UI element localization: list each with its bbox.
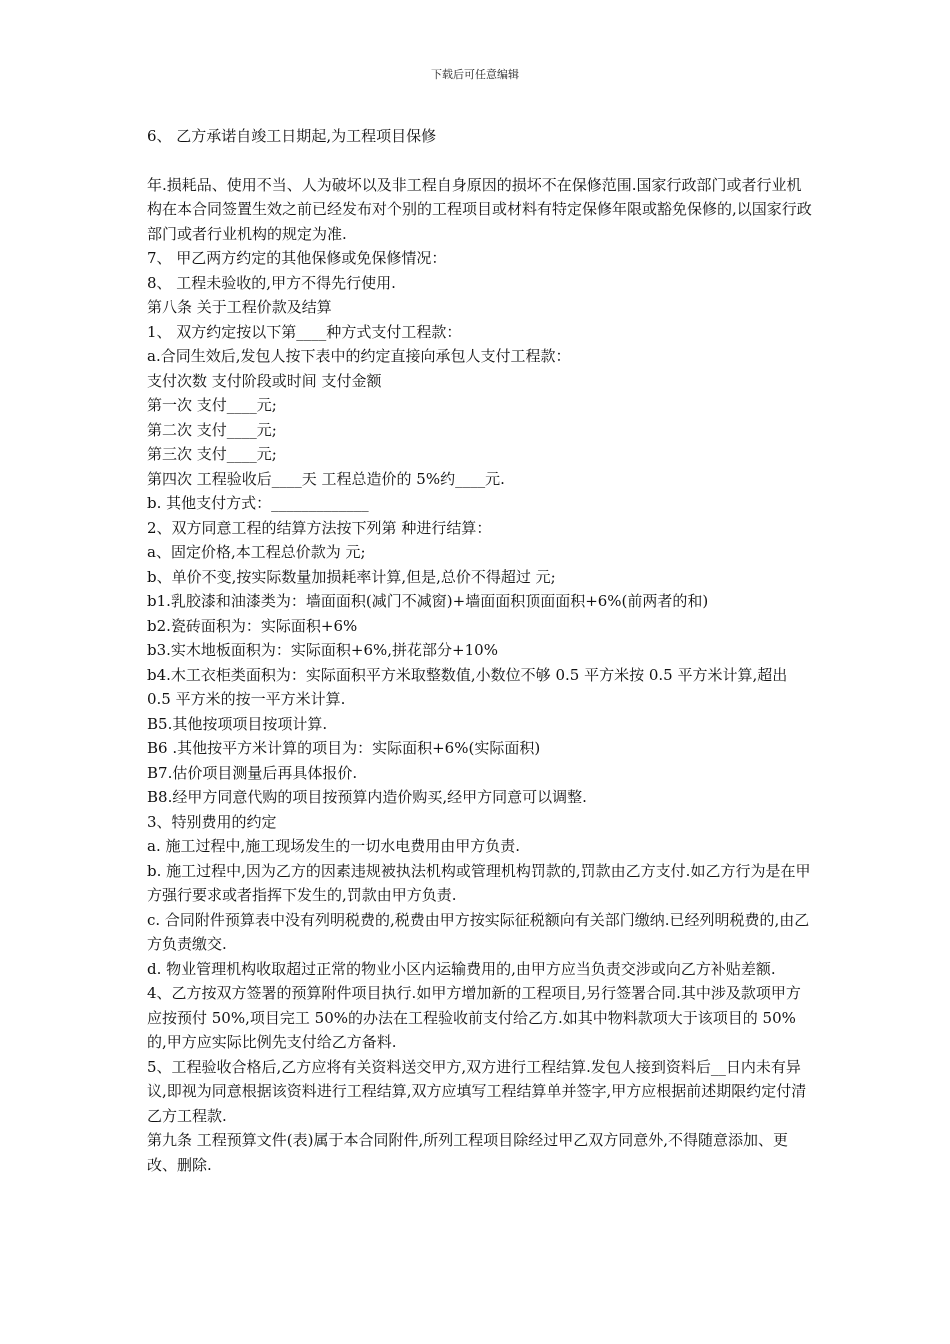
paragraph-26: a. 施工过程中,施工现场发生的一切水电费用由甲方负责. — [147, 837, 521, 855]
section-heading-8: 第八条 关于工程价款及结算 — [147, 298, 332, 316]
document-body — [147, 124, 812, 1177]
paragraph-7: a.合同生效后,发包人按下表中的约定直接向承包人支付工程款： — [147, 347, 571, 365]
paragraph-19: b3.实木地板面积为：实际面积+6%,拼花部分+10% — [147, 641, 498, 659]
paragraph-18: b2.瓷砖面积为：实际面积+6% — [147, 616, 358, 635]
paragraph-23: B7.估价项目测量后再具体报价. — [147, 763, 358, 782]
payment-row-1: 第一次 支付____元; — [147, 396, 277, 414]
paragraph-2: 年.损耗品、使用不当、人为破坏以及非工程自身原因的损坏不在保修范围.国家行政部门或者行业机构在本合同签置生效之前已经发布对个别的工程项目或材料有特定保修年限或豁免保修的,以国家行政部门或者行业机构的规定为准. — [147, 175, 812, 243]
paragraph-17: b1.乳胶漆和油漆类为：墙面面积(减门不减窗)+墙面面积顶面面积+6%(前两者的和) — [147, 592, 709, 610]
paragraph-22: B6 .其他按平方米计算的项目为：实际面积+6%(实际面积) — [147, 739, 541, 757]
paragraph-24: B8.经甲方同意代购的项目按预算内造价购买,经甲方同意可以调整. — [147, 788, 587, 806]
page-header: 下载后可任意编辑 — [431, 68, 519, 81]
paragraph-4: 8、 工程未验收的,甲方不得先行使用. — [147, 273, 396, 292]
section-heading-9: 第九条 工程预算文件(表)属于本合同附件,所列工程项目除经过甲乙双方同意外,不得随意添加、更改、删除. — [147, 1131, 789, 1174]
paragraph-29: d. 物业管理机构收取超过正常的物业小区内运输费用的,由甲方应当负责交涉或向乙方补贴差额. — [147, 959, 776, 978]
payment-table-header: 支付次数 支付阶段或时间 支付金额 — [147, 371, 382, 390]
paragraph-16: b、单价不变,按实际数量加损耗率计算,但是,总价不得超过 元; — [147, 567, 556, 586]
payment-row-4: 第四次 工程验收后____天 工程总造价的 5%约____元. — [147, 469, 505, 488]
paragraph-31: 5、工程验收合格后,乙方应将有关资料送交甲方,双方进行工程结算.发包人接到资料后__日内未有异议,即视为同意根据该资料进行工程结算,双方应填写工程结算单并签字,甲方应根据前述期限约定付清乙方工程款. — [147, 1057, 807, 1125]
paragraph-21: B5.其他按项项目按项计算. — [147, 714, 328, 733]
paragraph-20: b4.木工衣柜类面积为：实际面积平方米取整数值,小数位不够 0.5 平方米按 0.5 平方米计算,超出 0.5 平方米的按一平方米计算. — [147, 665, 788, 708]
blank-line — [147, 149, 812, 173]
payment-row-2: 第二次 支付____元; — [147, 420, 277, 439]
paragraph-15: a、固定价格,本工程总价款为 元; — [147, 543, 366, 561]
paragraph-6: 1、 双方约定按以下第____种方式支付工程款： — [147, 322, 462, 341]
paragraph-25: 3、特别费用的约定 — [147, 812, 277, 831]
paragraph-28: c. 合同附件预算表中没有列明税费的,税费由甲方按实际征税额向有关部门缴纳.已经列明税费的,由乙方负责缴交. — [147, 910, 810, 953]
paragraph-13: b. 其他支付方式：_____________ — [147, 494, 369, 512]
paragraph-1: 6、 乙方承诺自竣工日期起,为工程项目保修 — [147, 127, 437, 145]
payment-row-3: 第三次 支付____元; — [147, 445, 277, 463]
paragraph-14: 2、双方同意工程的结算方法按下列第 种进行结算： — [147, 518, 492, 537]
paragraph-3: 7、 甲乙两方约定的其他保修或免保修情况： — [147, 249, 447, 267]
paragraph-30: 4、乙方按双方签署的预算附件项目执行.如甲方增加新的工程项目,另行签署合同.其中涉及款项甲方应按预付 50%,项目完工 50%的办法在工程验收前支付给乙方.如其中物料款项大于该项目的 50%的,甲方应实际比例先支付给乙方备料. — [147, 984, 801, 1051]
paragraph-27: b. 施工过程中,因为乙方的因素违规被执法机构或管理机构罚款的,罚款由乙方支付.如乙方行为是在甲方强行要求或者指挥下发生的,罚款由甲方负责. — [147, 861, 811, 904]
